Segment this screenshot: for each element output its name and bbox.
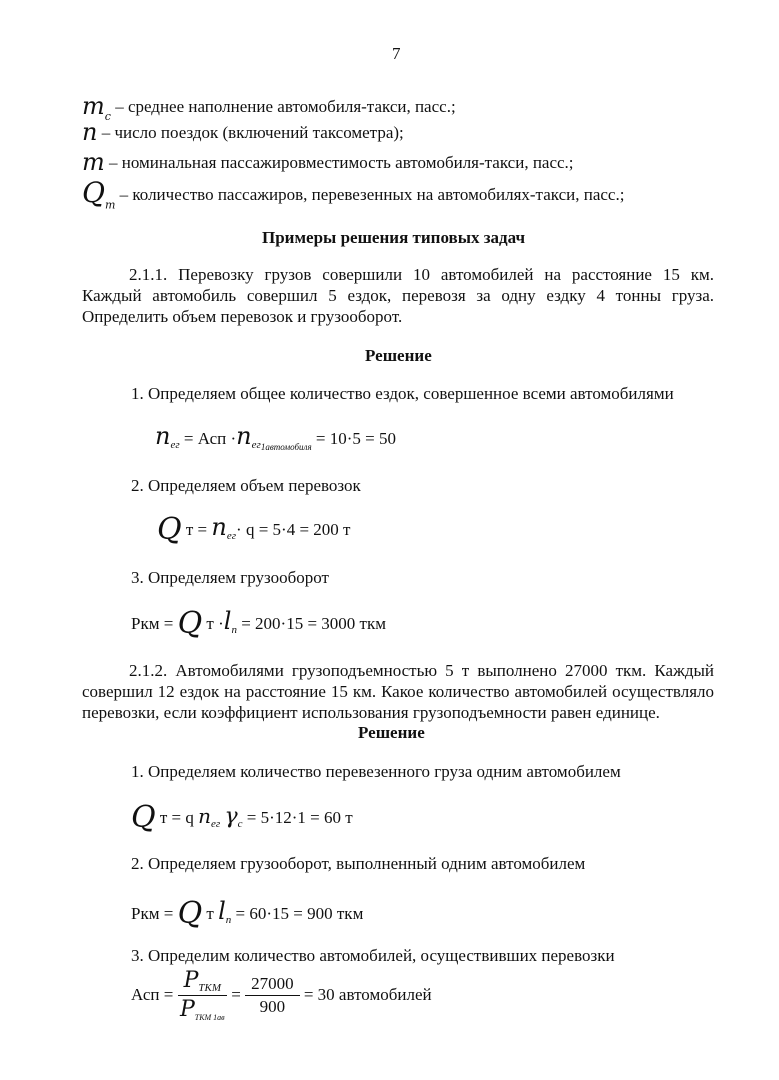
legend-item-n — [82, 118, 404, 146]
legend-item-m — [82, 148, 574, 176]
legend-symbol: m — [82, 148, 105, 176]
legend-text: – номинальная пассажировместимость автомобиля-такси, пасс.; — [104, 153, 574, 172]
legend-text: – среднее наполнение автомобиля-такси, пасс.; — [110, 97, 456, 116]
legend-symbol: $m_c$ — [82, 92, 111, 123]
task-1-formula-3: Ркм = Q $т \cdot l_п = 200\cdot 15 = 3000$ ткм — [131, 606, 386, 641]
task-2-text: 2.1.2. Автомобилями грузоподъемностью 5 т выполнено 27000 ткм. Каждый совершил 12 ездок на расстояние 15 км. Какое количество автомобилей осуществляло перевозки, если коэффициент использования грузоподъемности равен единице. — [82, 661, 714, 722]
task-1-text: 2.1.1. Перевозку грузов совершили 10 автомобилей на расстояние 15 км. Каждый автомобиль совершил 5 ездок, перевозя за одну ездку 4 тонны груза. Определить объем перевозок и грузооборот. — [82, 265, 714, 326]
legend-text: – количество пассажиров, перевезенных на автомобилях-такси, пасс.; — [115, 185, 625, 204]
task-2-formula-2: Ркм = Q т $l_п = 60\cdot 15 = 900$ ткм — [131, 896, 364, 931]
task-1-step-2: 2. Определяем объем перевозок — [131, 476, 361, 495]
task-1-formula-1: $n_{ег}$ = Асп $\cdot n_{ег1автомобиля} = 10\cdot 5 = 50$ — [155, 422, 396, 452]
legend-text: – число поездок (включений таксометра); — [97, 123, 404, 142]
task-2-step-2: 2. Определяем грузооборот, выполненный одним автомобилем — [131, 854, 586, 873]
task-2-formula-3: Асп = $\frac{P_{ТКМ}}{P_{ТКМ 1ав}}$ = $\frac{27000}{900}$ = 30 автомобилей — [131, 968, 432, 1022]
task-1-formula-2: Q $т = n_{ег}\cdot q = 5\cdot 4 = 200$ т — [157, 512, 351, 547]
legend-item-qt — [82, 176, 624, 212]
task-2-solution-title: Решение — [358, 723, 425, 742]
task-1-step-1: 1. Определяем общее количество ездок, совершенное всеми автомобилями — [131, 384, 674, 403]
task-2-formula-1: Q т = q $n_{ег}$ $\gamma_с = 5\cdot 12\cdot 1 = 60$ т — [131, 800, 353, 835]
fraction-values: $\frac{27000}{900}$ — [245, 974, 300, 1017]
page-number: 7 — [392, 44, 401, 63]
legend-symbol: $Q_т$ — [82, 176, 116, 212]
task-2-step-1: 1. Определяем количество перевезенного груза одним автомобилем — [131, 762, 621, 781]
task-1-step-3: 3. Определяем грузооборот — [131, 568, 329, 587]
task-1-solution-title: Решение — [365, 346, 432, 365]
task-2-step-3: 3. Определим количество автомобилей, осуществивших перевозки — [131, 946, 615, 965]
section-title: Примеры решения типовых задач — [262, 228, 526, 247]
legend-symbol: n — [82, 118, 98, 146]
fraction-p: $\frac{P_{ТКМ}}{P_{ТКМ 1ав}}$ — [178, 968, 227, 1022]
